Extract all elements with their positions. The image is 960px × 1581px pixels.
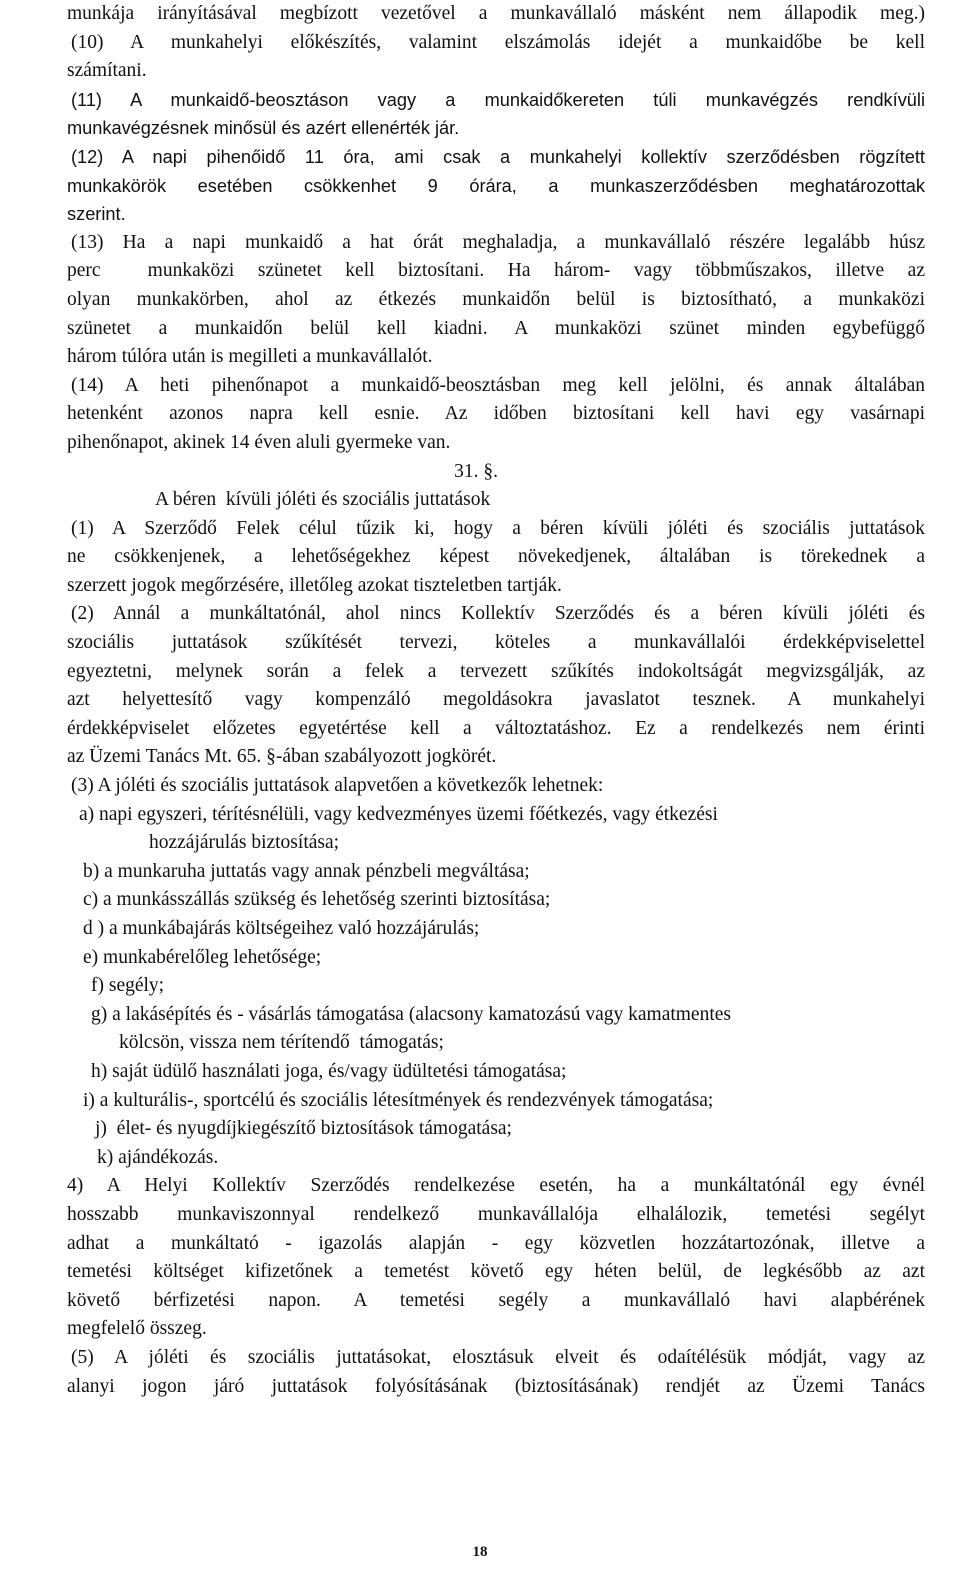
paragraph-1: (1) A Szerződő Felek célul tűzik ki, hogy a béren kívüli jóléti és szociális juttatások	[71, 517, 925, 539]
paragraph-11: (11) A munkaidő-beosztáson vagy a munkaidőkereten túli munkavégzés rendkívüli	[71, 89, 925, 110]
text-line: hosszabb munkaviszonnyal rendelkező munkavállalója elhalálozik, temetési segélyt	[67, 1203, 925, 1225]
paragraph-2: (2) Annál a munkáltatónál, ahol nincs Kollektív Szerződés és a béren kívüli jóléti és	[71, 603, 925, 625]
text-line: szerint.	[67, 204, 126, 225]
text-line: három túlóra után is megilleti a munkavállalót.	[67, 346, 433, 368]
section-number: 31. §.	[454, 460, 498, 482]
text-line: pihenőnapot, akinek 14 éven aluli gyermeke van.	[67, 431, 451, 453]
text-line: megfelelő összeg.	[67, 1318, 207, 1340]
document-page	[67, 0, 925, 1401]
text-line: szerzett jogok megőrzésére, illetőleg azokat tiszteletben tartják.	[67, 574, 562, 596]
list-item: g) a lakásépítés és - vásárlás támogatása (alacsony kamatozású vagy kamatmentes	[91, 1003, 731, 1025]
paragraph-13: (13) Ha a napi munkaidő a hat órát meghaladja, a munkavállaló részére legalább húsz	[71, 231, 925, 253]
text-line: olyan munkakörben, ahol az étkezés munkaidőn belül is biztosítható, a munkaközi	[67, 288, 925, 310]
list-item: c) a munkásszállás szükség és lehetőség szerinti biztosítása;	[83, 889, 551, 911]
text-line: az Üzemi Tanács Mt. 65. §-ában szabályozott jogkörét.	[67, 746, 497, 768]
text-line: szociális juttatások szűkítését tervezi, köteles a munkavállalói érdekképviselettel	[67, 632, 925, 654]
text-line: ne csökkenjenek, a lehetőségekhez képest növekedjenek, általában is törekednek a	[67, 546, 925, 568]
paragraph-12: (12) A napi pihenőidő 11 óra, ami csak a munkahelyi kollektív szerződésben rögzített	[71, 146, 925, 167]
text-line: érdekképviselet előzetes egyetértése kell a változtatáshoz. Ez a rendelkezés nem érinti	[67, 717, 925, 739]
paragraph-14: (14) A heti pihenőnapot a munkaidő-beosztásban meg kell jelölni, és annak általában	[71, 374, 925, 396]
text-line: követő bérfizetési napon. A temetési segély a munkavállaló havi alapbérének	[67, 1289, 925, 1311]
list-item: j) élet- és nyugdíjkiegészítő biztosítások támogatása;	[95, 1118, 512, 1140]
section-title: A béren kívüli jóléti és szociális juttatások	[155, 489, 491, 511]
text-line: számítani.	[67, 60, 147, 82]
page-number: 18	[472, 1544, 488, 1560]
text-line: adhat a munkáltató - igazolás alapján - egy közvetlen hozzátartozónak, illetve a	[67, 1232, 925, 1254]
text-line: hetenként azonos napra kell esnie. Az időben biztosítani kell havi egy vasárnapi	[67, 403, 925, 425]
list-item: i) a kulturális-, sportcélú és szociális létesítmények és rendezvények támogatása;	[83, 1089, 714, 1111]
list-item: k) ajándékozás.	[97, 1146, 219, 1168]
text-line: temetési költséget kifizetőnek a temetést követő egy héten belül, de legkésőbb az azt	[67, 1261, 925, 1283]
paragraph-10: (10) A munkahelyi előkészítés, valamint elszámolás idejét a munkaidőbe be kell	[71, 31, 925, 53]
list-item-continuation: hozzájárulás biztosítása;	[149, 832, 340, 854]
text-line: egyeztetni, melynek során a felek a tervezett szűkítés indokoltságát megvizsgálják, az	[67, 660, 925, 682]
list-item: a) napi egyszeri, térítésnélüli, vagy kedvezményes üzemi főétkezés, vagy étkezési	[79, 803, 718, 825]
paragraph-4: 4) A Helyi Kollektív Szerződés rendelkezése esetén, ha a munkáltatónál egy évnél	[67, 1175, 925, 1197]
paragraph-5: (5) A jóléti és szociális juttatásokat, elosztásuk elveit és odaítélésük módját, vagy az	[71, 1346, 925, 1368]
text-line: alanyi jogon járó juttatások folyósításának (biztosításának) rendjét az Üzemi Tanács	[67, 1375, 925, 1397]
text-line: munkája irányításával megbízott vezetővel a munkavállaló másként nem állapodik meg.)	[67, 3, 925, 24]
text-line: munkavégzésnek minősül és azért ellenérték jár.	[67, 118, 460, 139]
text-line: azt helyettesítő vagy kompenzáló megoldásokra javaslatot tesznek. A munkahelyi	[67, 689, 925, 711]
list-item: e) munkabérelőleg lehetősége;	[83, 946, 322, 968]
list-item: b) a munkaruha juttatás vagy annak pénzbeli megváltása;	[83, 860, 530, 882]
paragraph-3: (3) A jóléti és szociális juttatások alapvetően a következők lehetnek:	[71, 775, 604, 797]
list-item-continuation: kölcsön, vissza nem térítendő támogatás;	[119, 1032, 444, 1054]
text-line: munkakörök esetében csökkenhet 9 órára, a munkaszerződésben meghatározottak	[67, 175, 925, 196]
list-item: h) saját üdülő használati joga, és/vagy üdültetési támogatása;	[91, 1060, 567, 1082]
text-line: szünetet a munkaidőn belül kell kiadni. A munkaközi szünet minden egybefüggő	[67, 317, 925, 339]
text-line: perc munkaközi szünetet kell biztosítani. Ha három- vagy többműszakos, illetve az	[67, 260, 925, 282]
list-item: d ) a munkábajárás költségeihez való hozzájárulás;	[83, 918, 480, 939]
list-item: f) segély;	[91, 975, 165, 997]
